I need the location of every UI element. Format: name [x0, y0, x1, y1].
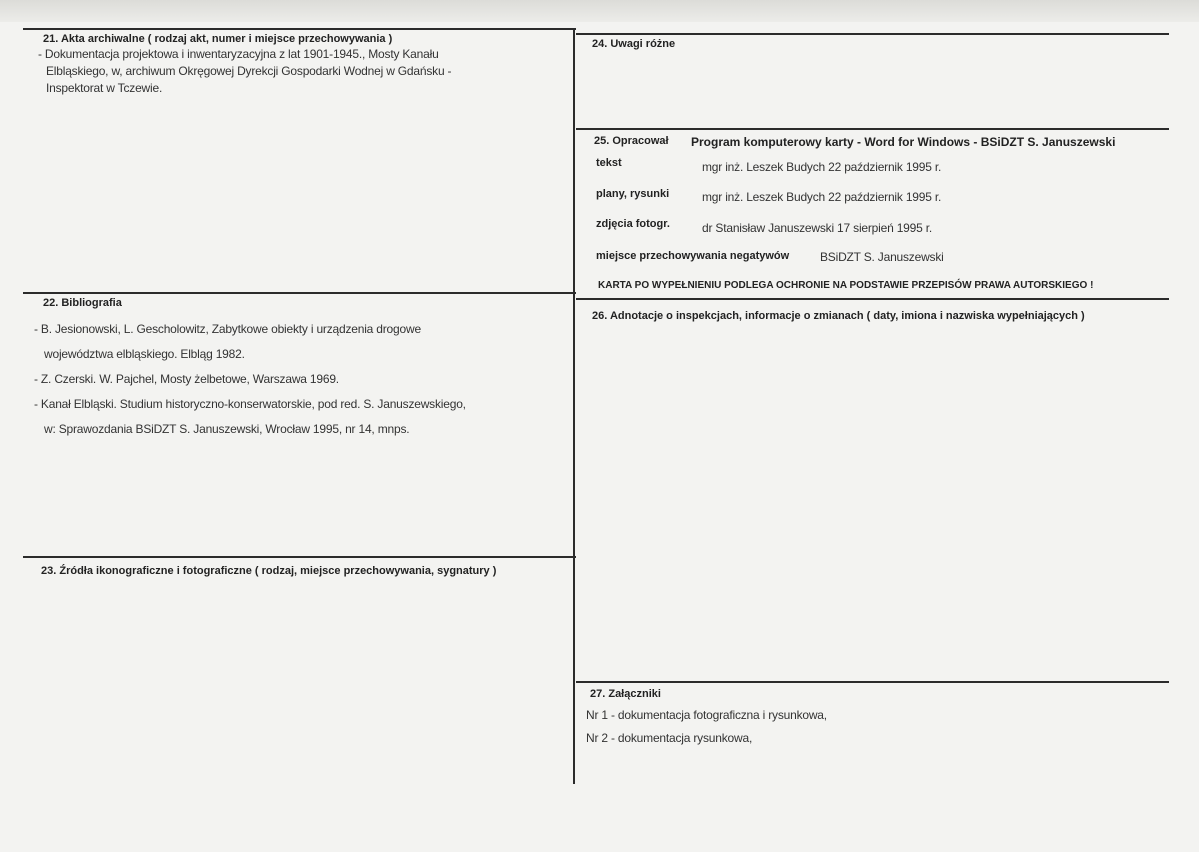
scan-top-band [0, 0, 1199, 22]
s22-header: 22. Bibliografia [43, 297, 122, 309]
s25-label-negatywy: miejsce przechowywania negatywów [596, 250, 790, 262]
divider-vertical [573, 28, 575, 784]
s21-line-1: - Dokumentacja projektowa i inwentaryzacyjna z lat 1901-1945., Mosty Kanału [38, 47, 439, 61]
s25-label-tekst: tekst [596, 157, 622, 169]
divider-top-right [576, 33, 1169, 35]
s25-notice: KARTA PO WYPEŁNIENIU PODLEGA OCHRONIE NA PODSTAWIE PRZEPISÓW PRAWA AUTORSKIEGO ! [598, 280, 1094, 291]
s25-program: Program komputerowy karty - Word for Windows - BSiDZT S. Januszewski [691, 135, 1116, 149]
s21-line-2: Elbląskiego, w, archiwum Okręgowej Dyrekcji Gospodarki Wodnej w Gdańsku - [46, 64, 452, 78]
s25-label-plany: plany, rysunki [596, 188, 670, 200]
s25-value-plany: mgr inż. Leszek Budych 22 październik 1995 r. [702, 190, 942, 204]
s25-value-negatywy: BSiDZT S. Januszewski [820, 250, 944, 264]
s25-value-zdjecia: dr Stanisław Januszewski 17 sierpień 1995 r. [702, 221, 932, 235]
s22-line-5: w: Sprawozdania BSiDZT S. Januszewski, Wrocław 1995, nr 14, mnps. [44, 422, 410, 436]
s21-line-3: Inspektorat w Tczewie. [46, 81, 163, 95]
s27-line-1: Nr 1 - dokumentacja fotograficzna i rysunkowa, [586, 708, 827, 722]
s27-line-2: Nr 2 - dokumentacja rysunkowa, [586, 731, 753, 745]
s22-line-1: - B. Jesionowski, L. Gescholowitz, Zabytkowe obiekty i urządzenia drogowe [34, 322, 421, 336]
s22-line-2: województwa elbląskiego. Elbląg 1982. [44, 347, 245, 361]
divider-s23-top [23, 556, 576, 558]
s25-header: 25. Opracował [594, 135, 669, 147]
s25-label-zdjecia: zdjęcia fotogr. [596, 218, 670, 230]
divider-s22-top [23, 292, 576, 294]
s22-line-4: - Kanał Elbląski. Studium historyczno-konserwatorskie, pod red. S. Januszewskiego, [34, 397, 466, 411]
divider-top-left [23, 28, 576, 30]
divider-s25-top [576, 128, 1169, 130]
s26-header: 26. Adnotacje o inspekcjach, informacje o zmianach ( daty, imiona i nazwiska wypełniających ) [592, 310, 1085, 322]
s22-line-3: - Z. Czerski. W. Pajchel, Mosty żelbetowe, Warszawa 1969. [34, 372, 339, 386]
s24-header: 24. Uwagi różne [592, 38, 676, 50]
divider-s26-top [576, 298, 1169, 300]
divider-s27-top [576, 681, 1169, 683]
s21-header: 21. Akta archiwalne ( rodzaj akt, numer i miejsce przechowywania ) [43, 33, 393, 45]
s27-header: 27. Załączniki [590, 688, 661, 700]
s25-value-tekst: mgr inż. Leszek Budych 22 październik 1995 r. [702, 160, 942, 174]
s23-header: 23. Źródła ikonograficzne i fotograficzne ( rodzaj, miejsce przechowywania, sygnatury ) [41, 565, 497, 577]
